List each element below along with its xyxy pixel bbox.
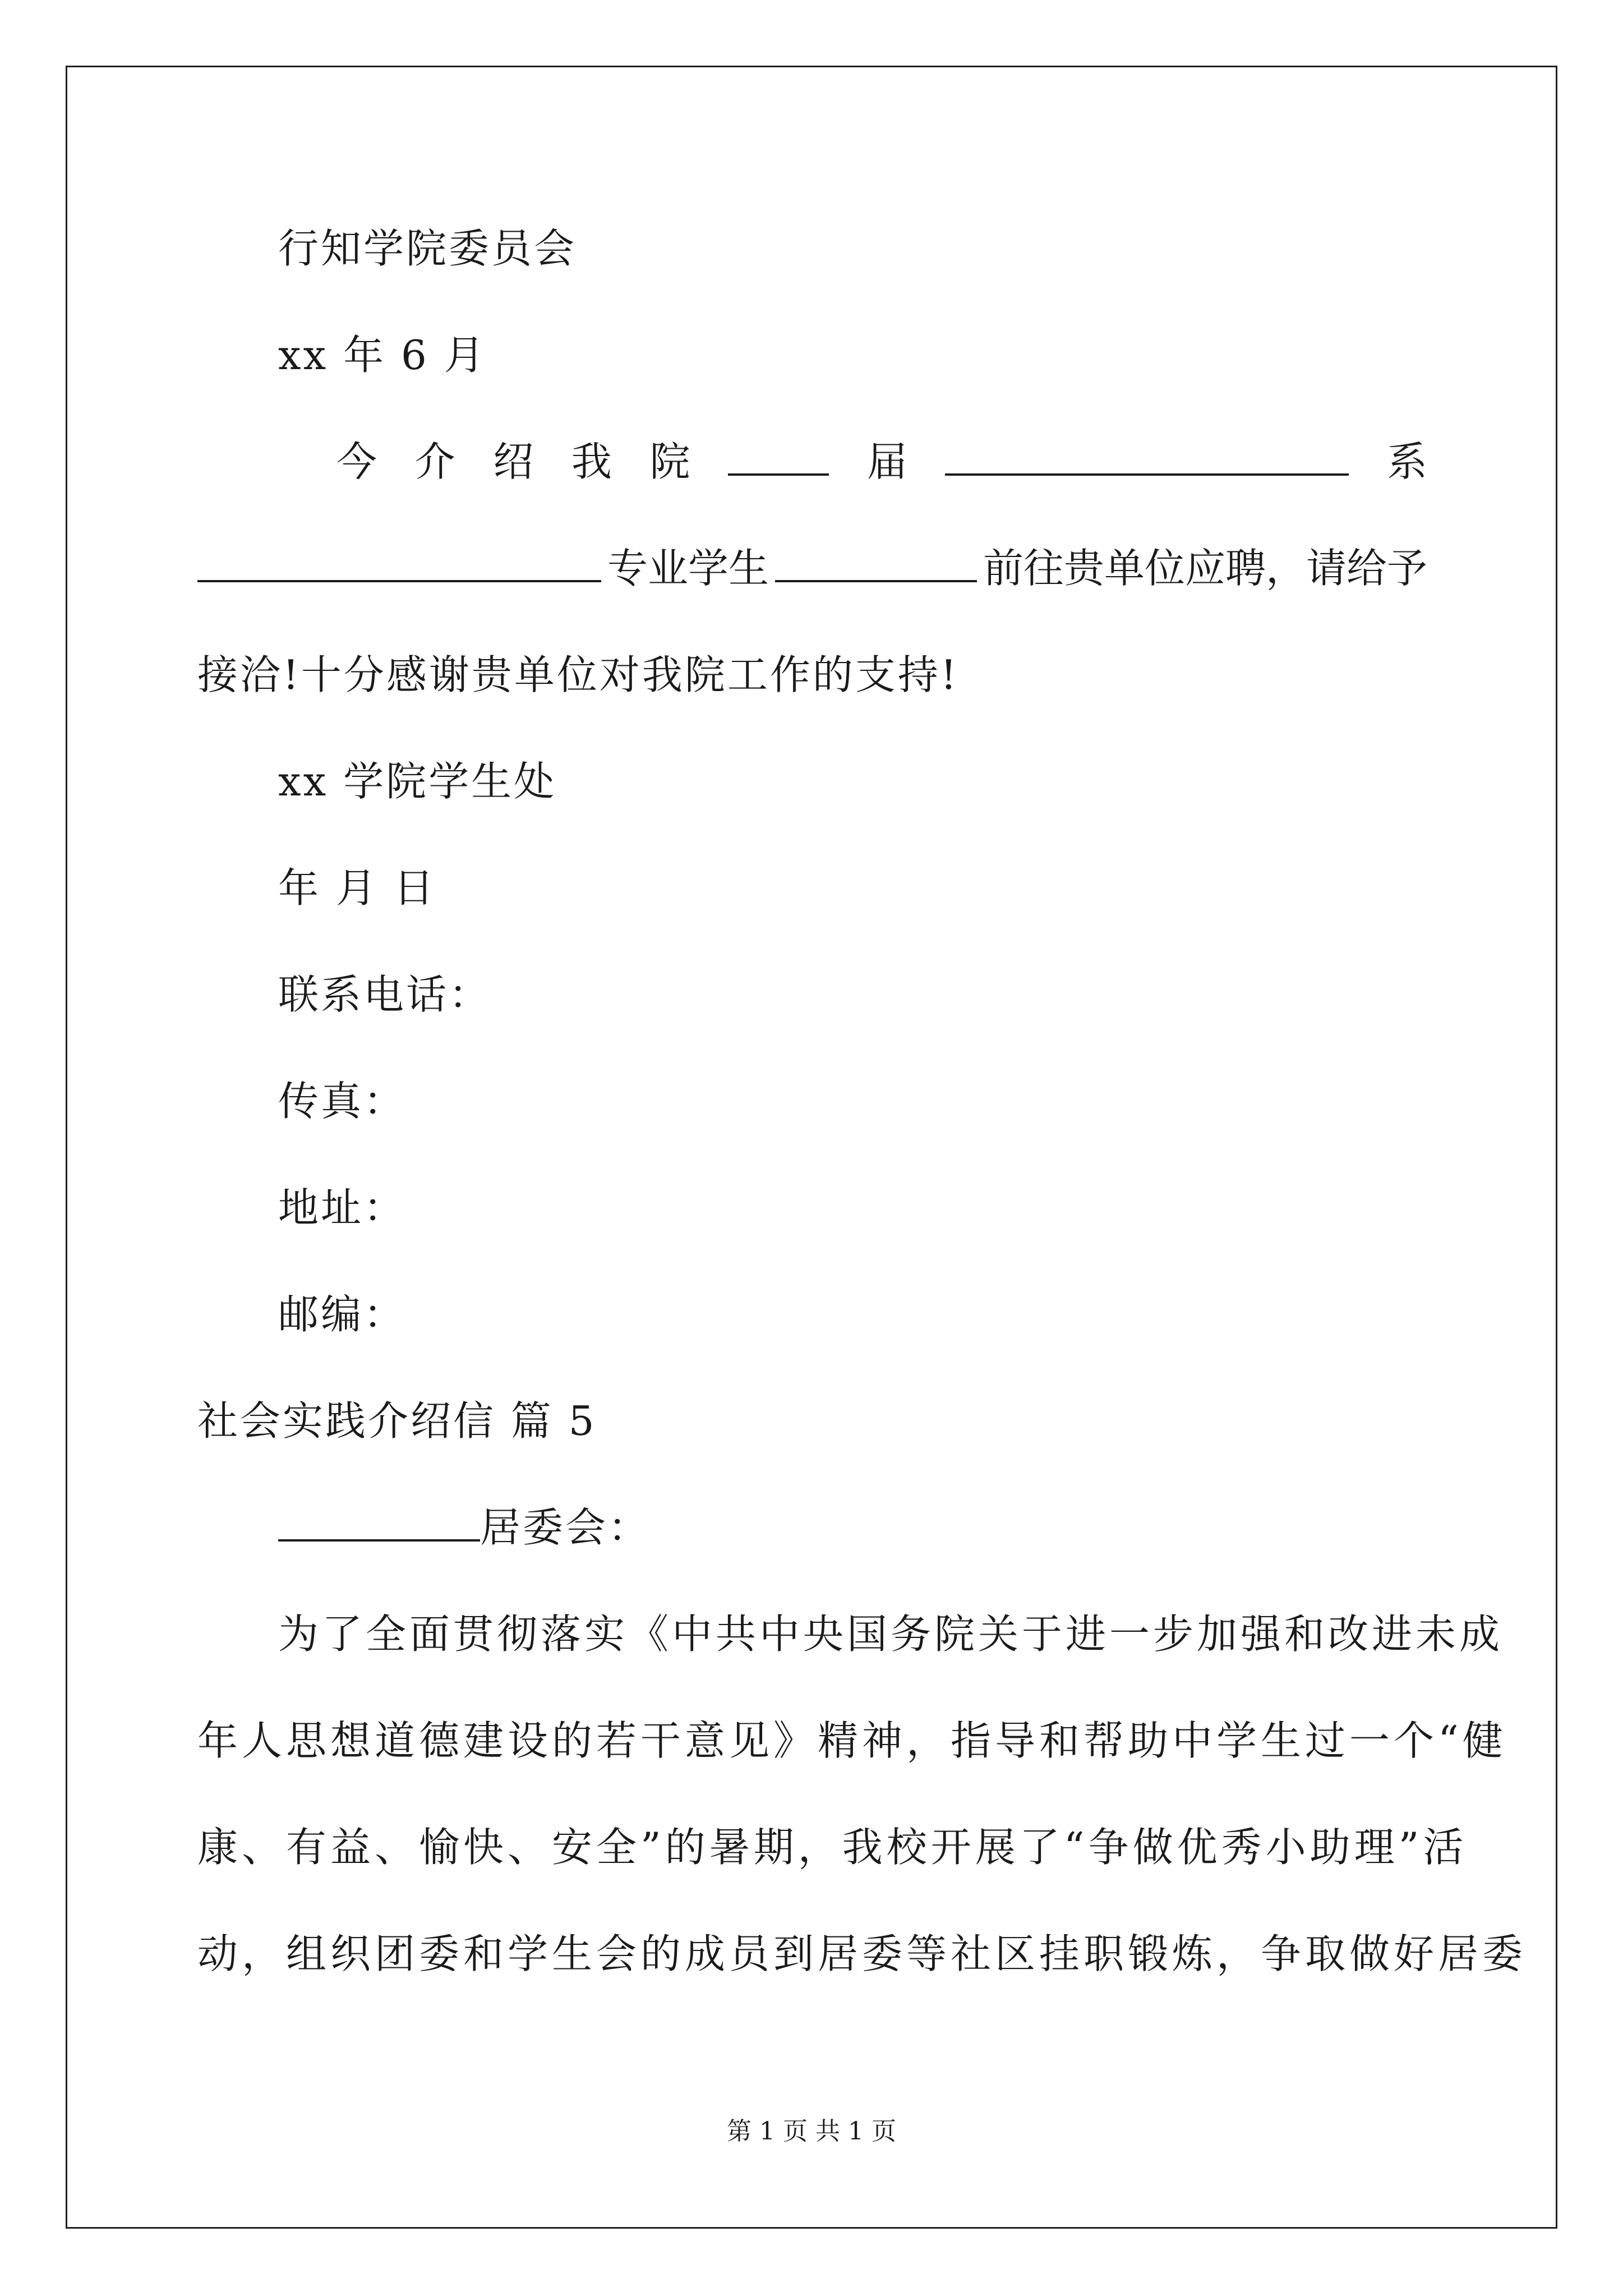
- intro-char: 届: [866, 438, 907, 485]
- intro-line-1: [336, 435, 1427, 489]
- committee-blank[interactable]: [278, 1503, 480, 1542]
- department-blank[interactable]: [945, 438, 1349, 476]
- intro-line-3: 接洽!十分感谢贵单位对我院工作的支持!: [197, 651, 959, 698]
- intro-text: 专业学生: [607, 545, 769, 592]
- body-line-4: 动，组织团委和学生会的成员到居委等社区挂职锻炼，争取做好居委: [197, 1930, 1527, 1977]
- year-blank[interactable]: [728, 438, 829, 476]
- student-name-blank[interactable]: [775, 544, 977, 582]
- contact-phone-label: 联系电话：: [278, 971, 492, 1018]
- intro-char: 院: [649, 438, 690, 485]
- intro-text: 前往贵单位应聘，请给予: [983, 545, 1427, 592]
- intro-char: 我: [571, 438, 612, 485]
- addressee-text: 居委会：: [480, 1504, 651, 1551]
- date-line: xx 年 6 月: [278, 332, 487, 379]
- body-line-1: 为了全面贯彻落实《中共中央国务院关于进一步加强和改进未成: [278, 1611, 1504, 1658]
- intro-line-2: [197, 541, 1427, 595]
- postcode-label: 邮编：: [278, 1291, 407, 1338]
- body-line-3: 康、有益、愉快、安全”的暑期，我校开展了“争做优秀小助理”活: [197, 1824, 1468, 1871]
- major-blank[interactable]: [197, 544, 601, 582]
- section-heading: 社会实践介绍信 篇 5: [197, 1397, 597, 1444]
- page-footer: 第 1 页 共 1 页: [727, 2117, 896, 2146]
- intro-char: 系: [1386, 438, 1427, 485]
- addressee-line: [278, 1501, 651, 1554]
- committee-name: 行知学院委员会: [278, 225, 577, 272]
- intro-char: 绍: [493, 438, 534, 485]
- issuer-name: xx 学院学生处: [278, 758, 557, 805]
- body-line-2: 年人思想道德建设的若干意见》精神，指导和帮助中学生过一个“健: [197, 1717, 1507, 1764]
- address-label: 地址：: [278, 1184, 407, 1231]
- page-border: [66, 66, 1557, 2229]
- intro-char: 介: [414, 438, 455, 485]
- issue-date: 年 月 日: [278, 864, 436, 912]
- intro-char: 今: [336, 438, 377, 485]
- fax-label: 传真：: [278, 1078, 407, 1125]
